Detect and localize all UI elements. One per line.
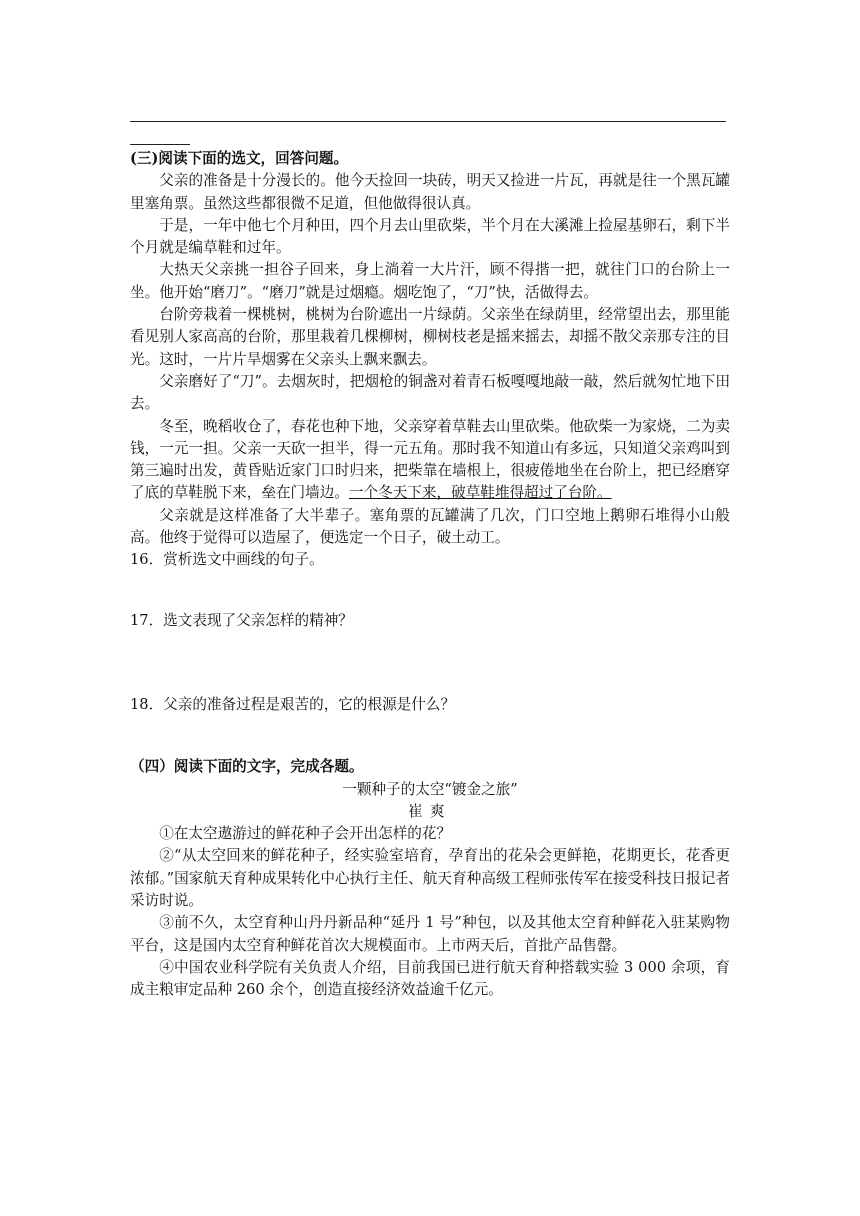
paragraph: ②“从太空回来的鲜花种子，经实验室培育，孕育出的花朵会更鲜艳，花期更长，花香更浓郁。”国家航天育种成果转化中心执行主任、航天育种高级工程师张传军在接受科技日报记者采访时说。 xyxy=(130,847,730,910)
document-body xyxy=(130,148,730,1002)
answer-space xyxy=(130,572,730,610)
answer-line xyxy=(130,121,726,122)
question-17: 17．选文表现了父亲怎样的精神？ xyxy=(130,611,353,629)
paragraph xyxy=(130,416,730,505)
article-title: 一颗种子的太空“镀金之旅” xyxy=(342,780,518,798)
paragraph: ③前不久，太空育种山丹丹新品种“延丹 1 号”种包，以及其他太空育种鲜花入驻某购物平台，这是国内太空育种鲜花首次大规模面市。上市两天后，首批产品售罄。 xyxy=(130,914,730,954)
paragraph-text: 冬至，晚稻收仓了，春花也种下地，父亲穿着草鞋去山里砍柴。他砍柴一为家烧，二为卖钱，一元一担。父亲一天砍一担半，得一元五角。那时我不知道山有多远，只知道父亲鸡叫到第三遍时出发，黄昏贴近家门口时归来，把柴靠在墙根上，很疲倦地坐在台阶上，把已经磨穿了底的草鞋脱下来，垒在门墙边。 xyxy=(130,417,730,502)
paragraph: 大热天父亲挑一担谷子回来，身上淌着一大片汗，顾不得揩一把，就往门口的台阶上一坐。他开始“磨刀”。“磨刀”就是过烟瘾。烟吃饱了，“刀”快，活做得去。 xyxy=(130,261,730,301)
article-author: 崔爽 xyxy=(408,802,452,820)
paragraph: ④中国农业科学院有关负责人介绍，目前我国已进行航天育种搭载实验 3 000 余项，育成主粮审定品种 260 余个，创造直接经济效益逾千亿元。 xyxy=(130,958,730,999)
answer-space xyxy=(130,632,730,694)
paragraph: 于是，一年中他七个月种田，四个月去山里砍柴，半个月在大溪滩上捡屋基卵石，剩下半个月就是编草鞋和过年。 xyxy=(130,216,730,257)
question-16: 16．赏析选文中画线的句子。 xyxy=(130,551,324,569)
section-3-heading: (三)阅读下面的选文，回答问题。 xyxy=(130,150,349,167)
answer-line-end xyxy=(130,144,190,145)
paragraph: ①在太空遨游过的鲜花种子会开出怎样的花？ xyxy=(159,825,452,843)
underlined-sentence: 一个冬天下来，破草鞋堆得超过了台阶。 xyxy=(348,484,612,502)
paragraph: 父亲就是这样准备了大半辈子。塞角票的瓦罐满了几次，门口空地上鹅卵石堆得小山般高。他终于觉得可以造屋了，便选定一个日子，破土动工。 xyxy=(130,506,730,547)
answer-space xyxy=(130,716,730,756)
paragraph: 台阶旁栽着一棵桃树，桃树为台阶遮出一片绿荫。父亲坐在绿荫里，经常望出去，那里能看见别人家高高的台阶，那里栽着几棵柳树，柳树枝老是摇来摇去，却摇不散父亲那专注的目光。这时，一片片旱烟雾在父亲头上飘来飘去。 xyxy=(130,306,730,368)
section-4-heading: （四）阅读下面的文字，完成各题。 xyxy=(130,758,364,776)
paragraph: 父亲磨好了“刀”。去烟灰时，把烟枪的铜盏对着青石板嘎嘎地敲一敲，然后就匆忙地下田去。 xyxy=(130,372,730,413)
question-18: 18．父亲的准备过程是艰苦的，它的根源是什么？ xyxy=(130,695,456,713)
paragraph: 父亲的准备是十分漫长的。他今天捡回一块砖，明天又捡进一片瓦，再就是往一个黑瓦罐里塞角票。虽然这些都很微不足道，但他做得很认真。 xyxy=(130,172,730,212)
